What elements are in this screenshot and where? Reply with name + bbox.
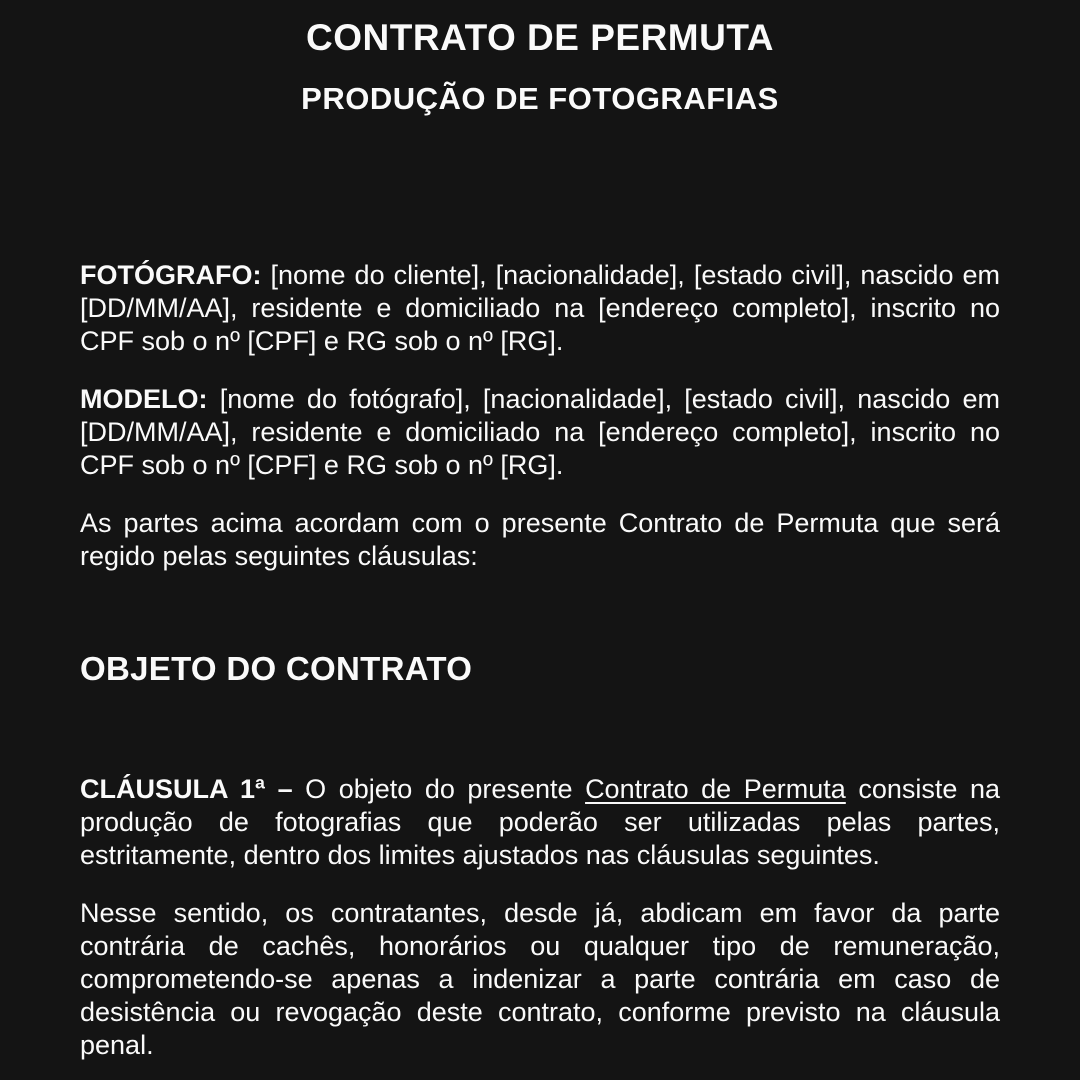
clause1-label: CLÁUSULA 1ª – — [80, 774, 293, 804]
clause1-text-before-underline: O objeto do presente — [305, 774, 573, 804]
document-subtitle: PRODUÇÃO DE FOTOGRAFIAS — [301, 81, 779, 116]
paragraph-agreement-intro: As partes acima acordam com o presente Contrato de Permuta que será regido pelas seguintes cláusulas: — [80, 508, 1000, 571]
paragraph-model — [80, 383, 1000, 482]
party-label-model: MODELO: — [80, 384, 208, 414]
document-body — [80, 259, 1000, 1062]
party-text-photographer: [nome do cliente], [nacionalidade], [estado civil], nascido em [DD/MM/AA], residente e domiciliado na [endereço completo], inscrito no CPF sob o nº [CPF] e RG sob o nº [RG]. — [80, 260, 1000, 356]
paragraph-photographer — [80, 259, 1000, 358]
paragraph-clause1-continuation: Nesse sentido, os contratantes, desde já, abdicam em favor da parte contrária de cachês, honorários ou qualquer tipo de remuneração, comprometendo-se apenas a indenizar a parte contrária em caso de desistência ou revogação deste contrato, conforme previsto na cláusula penal. — [80, 898, 1000, 1060]
party-label-photographer: FOTÓGRAFO: — [80, 260, 262, 290]
party-text-model: [nome do fotógrafo], [nacionalidade], [estado civil], nascido em [DD/MM/AA], residente e domiciliado na [endereço completo], inscrito no CPF sob o nº [CPF] e RG sob o nº [RG]. — [80, 384, 1000, 480]
section-heading-objeto-do-contrato: OBJETO DO CONTRATO — [80, 650, 473, 687]
document-title: CONTRATO DE PERMUTA — [306, 17, 774, 58]
clause1-underlined-term: Contrato de Permuta — [585, 774, 846, 804]
paragraph-clause1 — [80, 773, 1000, 872]
clause1-text-after-underline: consiste na produção de fotografias que poderão ser utilizadas pelas partes, estritamente, dentro dos limites ajustados nas cláusulas seguintes. — [80, 774, 1000, 870]
